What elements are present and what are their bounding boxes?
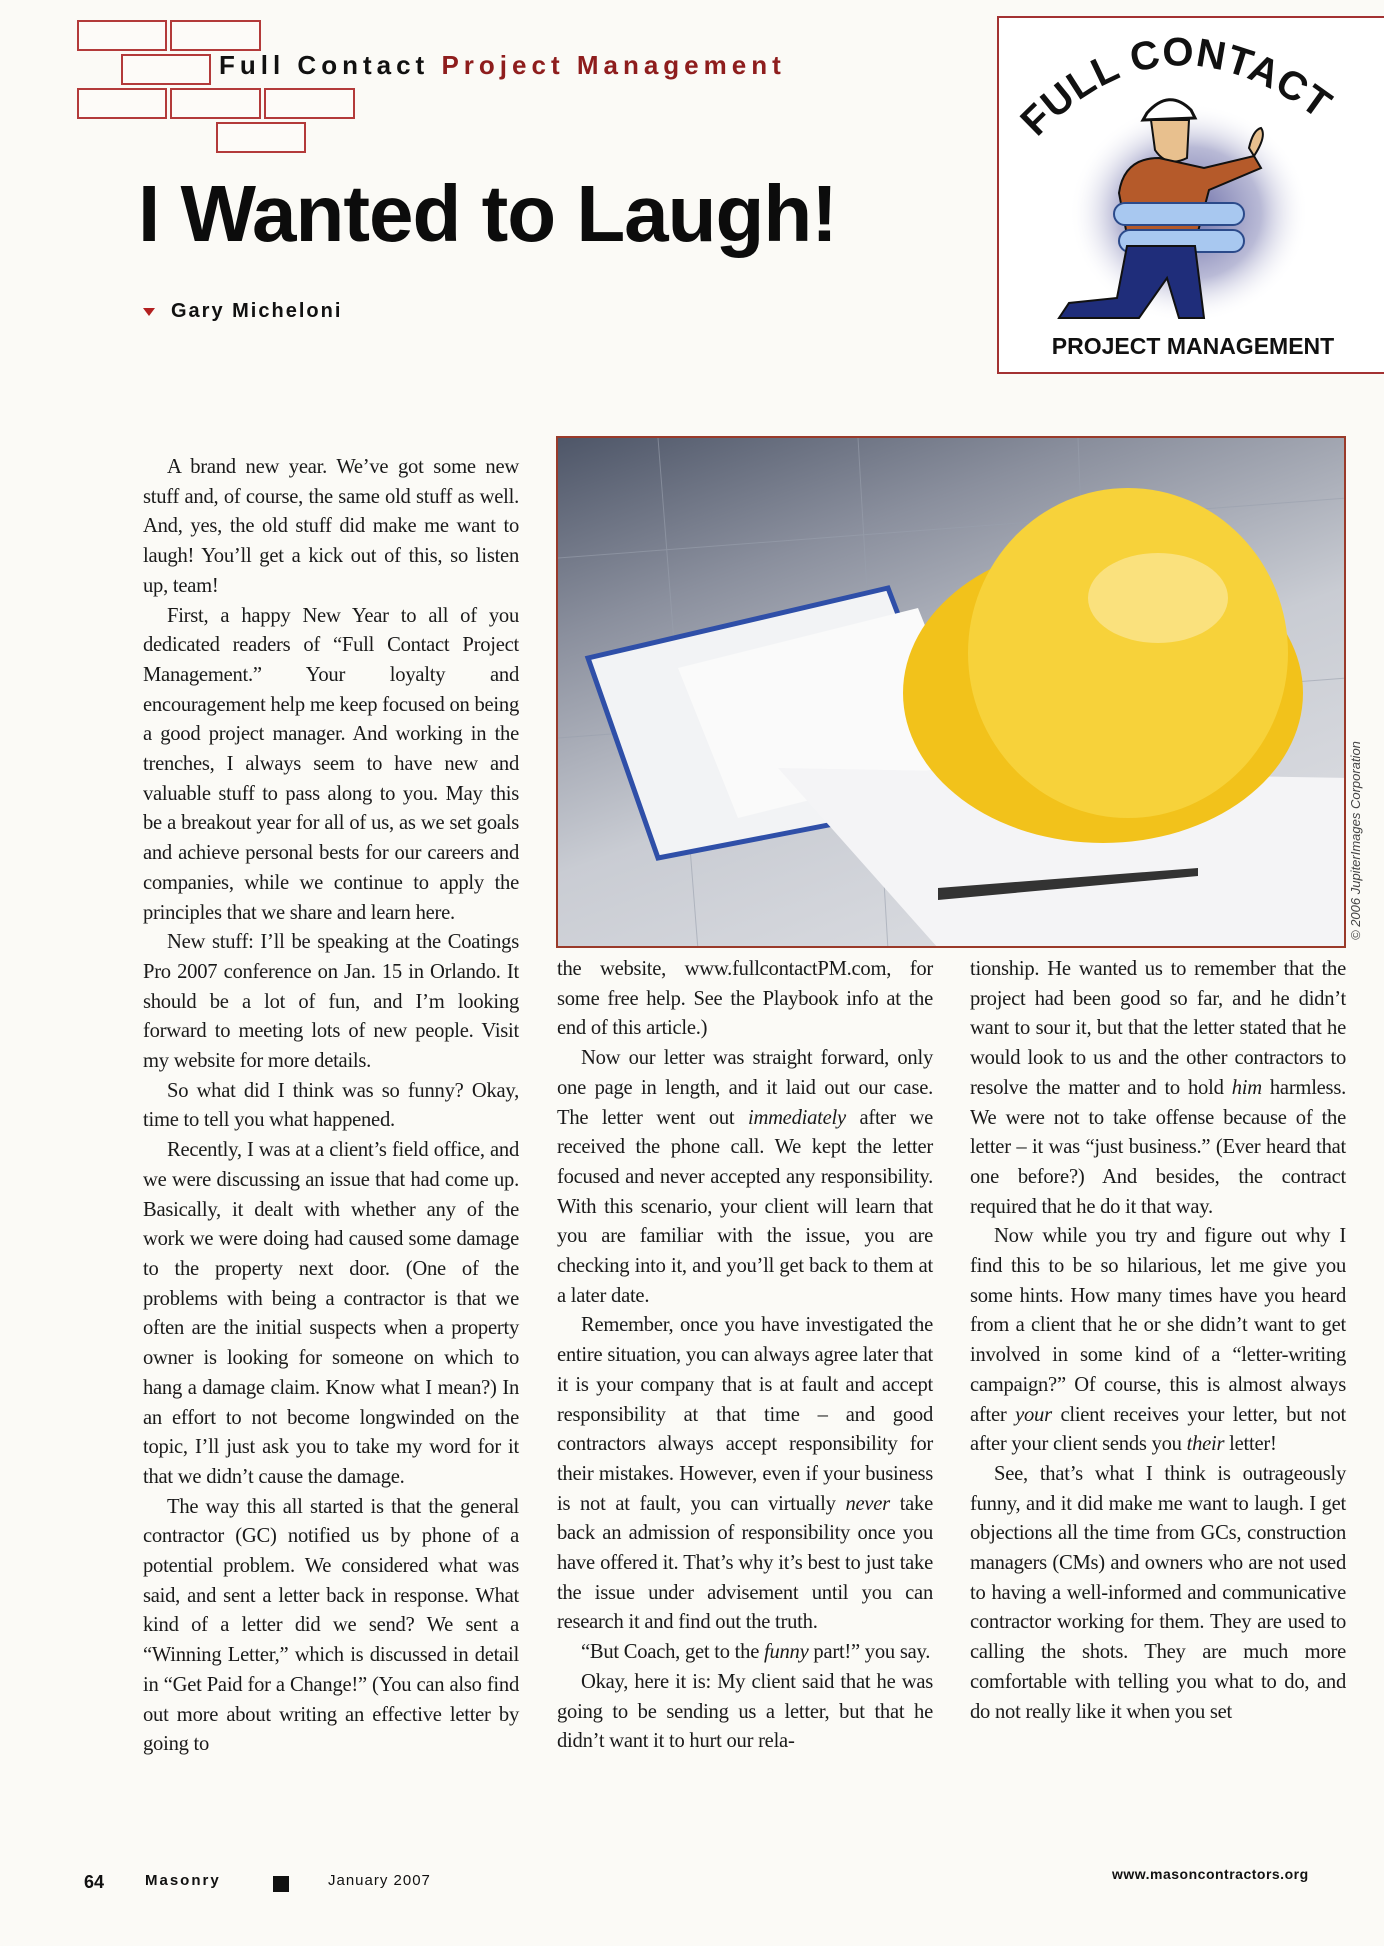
text-run: after we received the phone call. We kept the letter focused and never accepted any responsibility. With this scenario, your client will learn that you are familiar with the issue, you are checking into it, and you’ll get back to them at a later date. [557, 1106, 934, 1307]
text-run: Now while you try and figure out why I find this to be so hilarious, let me give you some hints. How many times have you heard from a client that he or she didn’t want to get involved in some kind of a “letter-writing campaign?” Of course, this is almost always after [970, 1225, 1346, 1426]
brick-decoration [121, 54, 211, 85]
text-run: Okay, here it is: My client said that he was going to be sending us a letter, but that he didn’t want it to hurt our rela- [557, 1670, 933, 1753]
text-run: part!” you say. [808, 1641, 931, 1664]
article-title: I Wanted to Laugh! [138, 169, 837, 258]
italic-text: funny [763, 1641, 809, 1664]
paragraph [143, 1077, 519, 1136]
logo-arc-text: FULL CONTACT [1012, 30, 1340, 145]
paragraph [970, 955, 1346, 1222]
paragraph [143, 1136, 519, 1492]
text-run: Remember, once you have investigated the entire situation, you can always agree later that it is your company that is at fault and accept responsibility at that time – and good contractors always accept responsibility for their mistakes. However, even if your business is not at fault, you can virtually [557, 1314, 933, 1515]
brick-decoration [264, 88, 355, 119]
text-run: “But Coach, get to the [581, 1641, 764, 1664]
paragraph [970, 1460, 1346, 1727]
text-run: tionship. He wanted us to remember that the project had been good so far, and he didn’t want to sour it, but that the letter stated that he would look to us and the other contractors to resolve the matter and to hold [970, 958, 1346, 1099]
text-run: First, a happy New Year to all of you dedicated readers of “Full Contact Project Management.” Your loyalty and encouragement help me keep focused on being a good project manager. And working in the trenches, I always seem to have new and valuable stuff to pass along to you. May this be a breakout year for all of us, as we set goals and achieve personal bests for our careers and companies, while we continue to apply the principles that we share and learn here. [143, 604, 519, 924]
text-run: take back an admission of responsibility once you have offered it. That’s why it’s best to just take the issue under advisement until you can research it and find out the truth. [557, 1492, 933, 1634]
brick-decoration [77, 88, 167, 119]
paragraph [557, 1044, 933, 1311]
italic-text: him [1231, 1076, 1262, 1099]
text-run: The way this all started is that the general contractor (GC) notified us by phone of a potential problem. We considered what was said, and sent a letter back in response. What kind of a letter did we send? We sent a “Winning Letter,” which is discussed in detail in “Get Paid for a Change!” (You can also find out more about writing an effective letter by going to [143, 1495, 519, 1756]
photo-illustration [558, 438, 1346, 948]
paragraph [557, 955, 933, 1044]
text-run: Recently, I was at a client’s field office, and we were discussing an issue that had come up. Basically, it dealt with whether any of the work we were doing had caused some damage to the property next door. (One of the problems with being a contractor is that we often are the initial suspects when a property owner is looking for someone on which to hang a damage claim. Know what I mean?) In an effort to not become longwinded on the topic, I’ll just ask you to take my word for it that we didn’t cause the damage. [143, 1139, 519, 1488]
paragraph [557, 1638, 933, 1668]
paragraph [970, 1222, 1346, 1460]
text-run: letter! [1224, 1433, 1277, 1456]
byline [143, 300, 342, 323]
department-heading-black: Full Contact [219, 50, 430, 80]
brick-decoration [170, 20, 261, 51]
page-number: 64 [84, 1872, 105, 1892]
article-column-1 [143, 453, 519, 1760]
text-run: harmless. We were not to take offense because of the letter – it was “just business.” (Ever heard that one before?) And besides, the contract required that he do it that way. [970, 1076, 1346, 1218]
text-run: See, that’s what I think is outrageously funny, and it did make me want to laugh. I get objections all the time from GCs, construction managers (CMs) and owners who are not used to having a well-informed and communicative contractor working for them. They are used to calling the shots. They are much more comfortable with telling you what to do, and do not really like it when you set [970, 1462, 1346, 1723]
triangle-bullet-icon [143, 308, 155, 316]
paragraph [143, 1493, 519, 1760]
square-separator-icon [273, 1876, 289, 1892]
brick-decoration [170, 88, 261, 119]
italic-text: their [1186, 1433, 1225, 1456]
hard-hat-blueprint-photo [556, 436, 1346, 948]
italic-text: immediately [747, 1106, 846, 1129]
text-run: the website, www.fullcontactPM.com, for some free help. See the Playbook info at the end of this article.) [557, 958, 933, 1040]
article-column-3 [970, 955, 1346, 1727]
paragraph [557, 1668, 933, 1757]
logo-bottom-text: PROJECT MANAGEMENT [1051, 333, 1335, 359]
brick-decoration [216, 122, 306, 153]
italic-text: never [845, 1492, 890, 1515]
text-run: client receives your letter, but not after your client sends you [970, 1403, 1346, 1456]
department-heading-red: Project Management [441, 50, 786, 80]
text-run: So what did I think was so funny? Okay, time to tell you what happened. [143, 1079, 519, 1132]
italic-text: your [1015, 1403, 1052, 1426]
photo-credit: © 2006 JupiterImages Corporation [1348, 741, 1363, 940]
paragraph [143, 453, 519, 602]
paragraph [143, 602, 519, 929]
paragraph [143, 928, 519, 1077]
website-url: www.masoncontractors.org [1112, 1866, 1309, 1882]
issue-date: January 2007 [328, 1872, 431, 1889]
magazine-name: Masonry [145, 1872, 221, 1889]
paragraph [557, 1311, 933, 1638]
article-column-2 [557, 955, 933, 1757]
text-run: A brand new year. We’ve got some new stuff and, of course, the same old stuff as well. And, yes, the old stuff did make me want to laugh! You’ll get a kick out of this, so listen up, team! [143, 456, 519, 597]
brick-decoration [77, 20, 167, 51]
text-run: New stuff: I’ll be speaking at the Coatings Pro 2007 conference on Jan. 15 in Orlando. It should be a lot of fun, and I’m looking forward to meeting lots of new people. Visit my website for more details. [143, 931, 519, 1073]
text-run: Now our letter was straight forward, only one page in length, and it laid out our case. The letter went out [557, 1047, 933, 1129]
department-heading [219, 50, 786, 81]
full-contact-logo [997, 16, 1384, 374]
author-name: Gary Micheloni [171, 300, 343, 322]
logo-graphic [999, 18, 1384, 374]
